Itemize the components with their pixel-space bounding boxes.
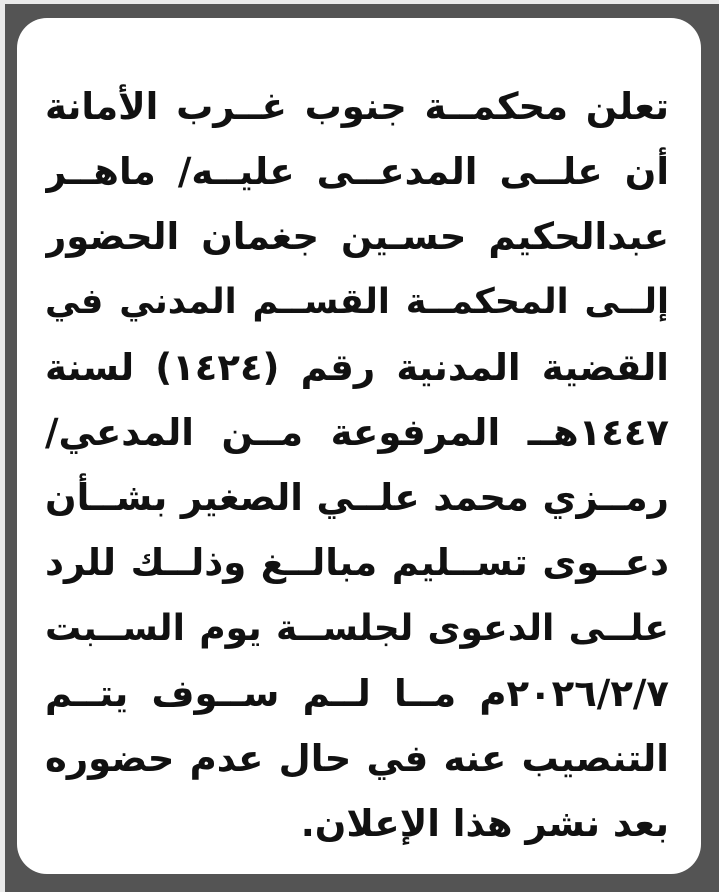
notice-line: التنصيب عنه في حال عدم حضوره — [45, 736, 669, 780]
notice-line: عبدالحكيم حسـين جغمان الحضور — [45, 215, 669, 259]
notice-line: ١٤٤٧هــ المرفوعة مــن المدعي/ — [45, 410, 669, 454]
notice-line: أن علــى المدعــى عليــه/ ماهــر — [45, 150, 669, 194]
notice-line: ٢٠٢٦/٢/٧م مــا لــم ســوف يتــم — [45, 671, 669, 715]
notice-line: إلــى المحكمــة القســم المدني في — [45, 281, 669, 322]
notice-line-final: بعد نشر هذا الإعلان. — [300, 802, 669, 846]
frame-edge-left — [0, 0, 5, 892]
notice-line: رمــزي محمد علــي الصغير بشــأن — [45, 476, 669, 520]
court-notice-text — [45, 74, 669, 856]
notice-line: القضية المدنية رقم (١٤٢٤) لسنة — [45, 345, 669, 389]
notice-line: دعــوى تســليم مبالــغ وذلــك للرد — [45, 541, 669, 585]
notice-line: علــى الدعوى لجلســة يوم الســبت — [45, 607, 669, 649]
frame-edge-top — [0, 0, 719, 4]
notice-card — [17, 18, 701, 874]
notice-line: تعلن محكمــة جنوب غــرب الأمانة — [45, 85, 669, 128]
